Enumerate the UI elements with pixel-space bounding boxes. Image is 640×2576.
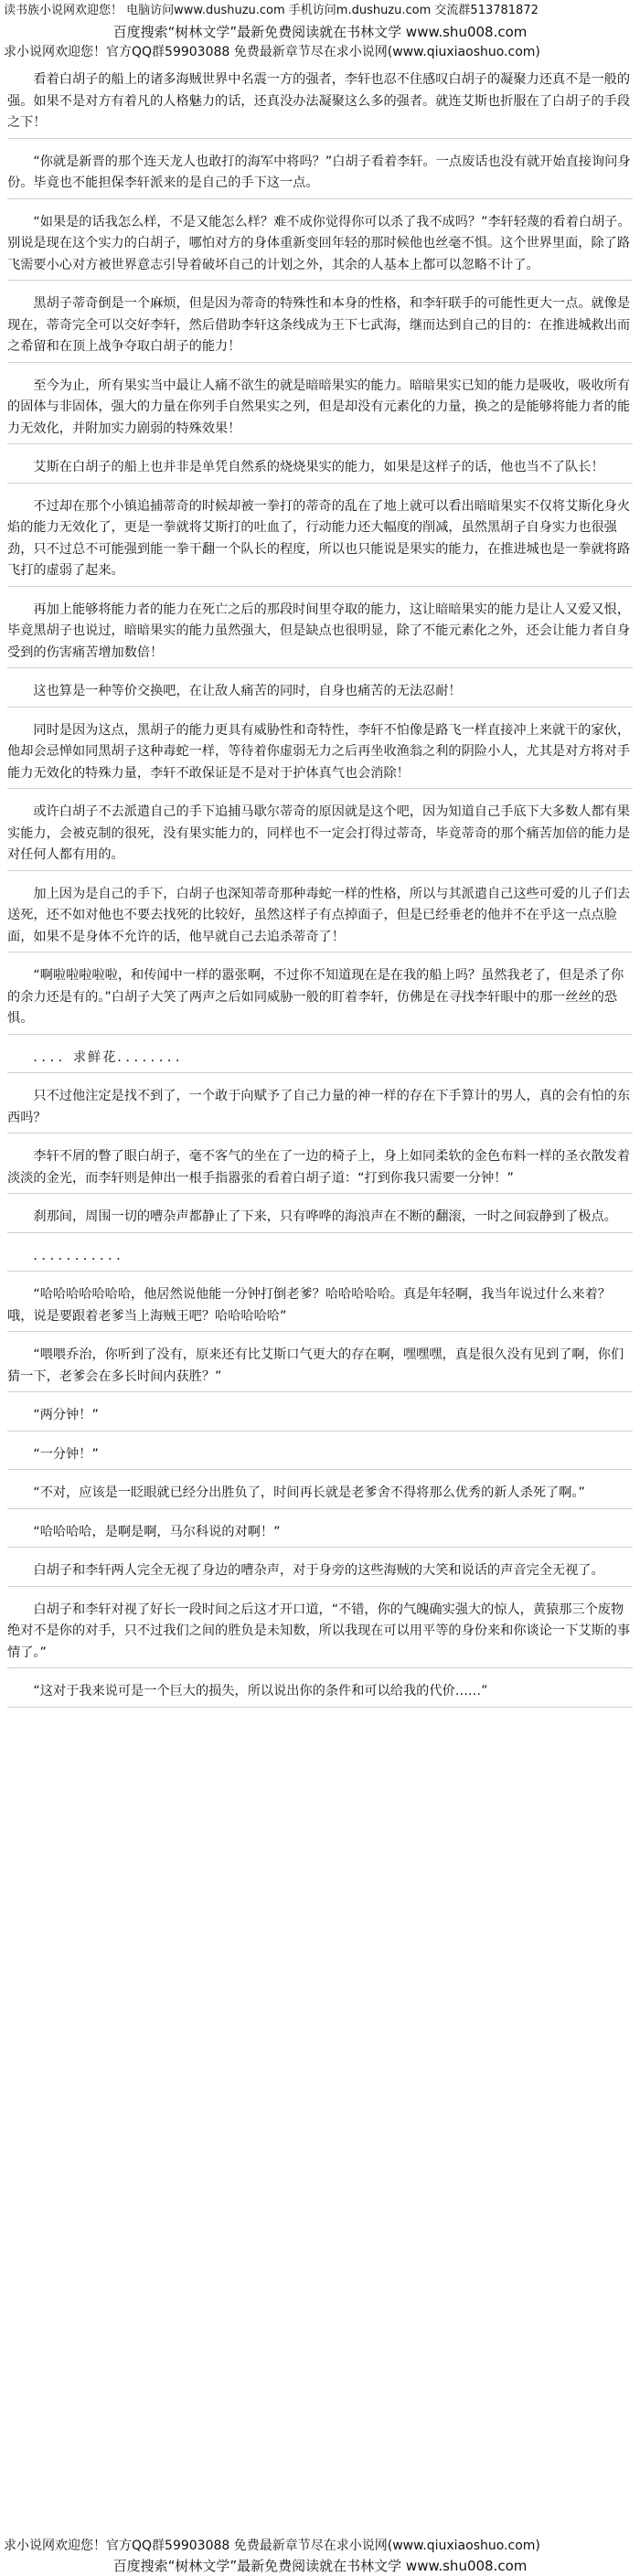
- site-intro-line: 求小说网欢迎您！官方QQ群59903088 免费最新章节尽在求小说网(www.qiuxiaoshuo.com): [4, 45, 540, 59]
- paragraph-25: “这对于我来说可是一个巨大的损失，所以说出你的条件和可以给我的代价……”: [7, 1676, 633, 1708]
- paragraph-15: 李轩不屑的瞥了眼白胡子，毫不客气的坐在了一边的椅子上，身上如同柔软的金色布料一样的圣衣散发着淡淡的金光，而李轩则是伸出一根手指嚣张的看着白胡子道：“打到你我只需要一分钟！”: [7, 1141, 633, 1194]
- paragraph-12: 加上因为是自己的手下，白胡子也深知蒂奇那种毒蛇一样的性格，所以与其派遣自己这些可爱的儿子们去送死，还不如对他也不要去找死的比较好，虽然这样子有点掉面子，但是已经垂老的他并不在乎这一点点脸面，如果不是身体不允许的话，他早就自己去追杀蒂奇了！: [7, 878, 633, 953]
- paragraph-9: 这也算是一种等价交换吧，在让敌人痛苦的同时，自身也痛苦的无法忍耐！: [7, 676, 633, 708]
- paragraph-11: 或许白胡子不去派遣自己的手下追捕马歇尔蒂奇的原因就是这个吧，因为知道自己手底下大多数人都有果实能力，会被克制的很死，没有果实能力的，同样也不一定会打得过蒂奇，毕竟蒂奇的那个痛苦加倍的能力是对任何人都有用的。: [7, 796, 633, 871]
- paragraph-17: “哈哈哈哈哈哈哈，他居然说他能一分钟打倒老爹？哈哈哈哈哈。真是年轻啊，我当年说过什么来着？哦，说是要跟着老爹当上海贼王吧？哈哈哈哈哈”: [7, 1279, 633, 1332]
- page-footer: [0, 2536, 640, 2576]
- paragraph-1: 看着白胡子的船上的诸多海贼世界中名震一方的强者，李轩也忍不住感叹白胡子的凝聚力还真不是一般的强。如果不是对方有着凡的人格魅力的话，还真没办法凝聚这么多的强者。就连艾斯也折服在了白胡子的手段之下！: [7, 64, 633, 139]
- paragraph-13: “啊啦啦啦啦啦，和传闻中一样的嚣张啊，不过你不知道现在是在我的船上吗？虽然我老了，但是杀了你的余力还是有的。”白胡子大笑了两声之后如同威胁一般的盯着李轩，仿佛是在寻找李轩眼中的那一丝丝的恐惧。: [7, 960, 633, 1035]
- paragraph-10: 同时是因为这点，黑胡子的能力更具有威胁性和奇特性，李轩不怕像是路飞一样直接冲上来就干的家伙，他却会忌惮如同黑胡子这种毒蛇一样，等待着你虚弱无力之后再坐收渔翁之利的阴险小人，尤其是对方将对手能力无效化的特殊力量，李轩不敢保证是不是对于护体真气也会消除！: [7, 715, 633, 790]
- paragraph-6: 艾斯在白胡子的船上也并非是单凭自然系的烧烧果实的能力，如果是这样子的话，他也当不了队长！: [7, 452, 633, 484]
- paragraph-8: 再加上能够将能力者的能力在死亡之后的那段时间里夺取的能力，这让暗暗果实的能力是让人又爱又恨，毕竟黑胡子也说过，暗暗果实的能力虽然强大，但是缺点也很明显，除了不能元素化之外，还会让能力者自身受到的伤害痛苦增加数倍！: [7, 594, 633, 669]
- paragraph-18: “喂喂乔治，你听到了没有，原来还有比艾斯口气更大的存在啊，嘿嘿嘿，真是很久没有见到了啊，你们猜一下，老爹会在多长时间内获胜？”: [7, 1339, 633, 1392]
- paragraph-23: 白胡子和李轩两人完全无视了身边的嘈杂声，对于身旁的这些海贼的大笑和说话的声音完全无视了。: [7, 1555, 633, 1587]
- paragraph-7: 不过却在那个小镇追捕蒂奇的时候却被一拳打的蒂奇的乱在了地上就可以看出暗暗果实不仅将艾斯化身火焰的能力无效化了，更是一拳就将艾斯打的吐血了，行动能力还大幅度的削减，虽然黑胡子自身实力也很强劲，只不过总不可能强到能一拳干翻一个队长的程度，所以也只能说是果实的能力，在推进城也是一拳就将路飞打的虚弱了起来。: [7, 491, 633, 587]
- paragraph-21: “不对，应该是一眨眼就已经分出胜负了，时间再长就是老爹舍不得将那么优秀的新人杀死了啊。”: [7, 1477, 633, 1509]
- paragraph-2: “你就是新晋的那个连天龙人也敢打的海军中将吗？”白胡子看着李轩。一点废话也没有就开始直接询问身份。毕竟也不能担保李轩派来的是自己的手下这一点。: [7, 146, 633, 199]
- footer-search-promo: 百度搜索“树林文学”最新免费阅读就在书林文学 www.shu008.com: [112, 2558, 528, 2574]
- paragraph-3: “如果是的话我怎么样，不是又能怎么样？难不成你觉得你可以杀了我不成吗？”李轩轻蔑的看着白胡子。别说是现在这个实力的白胡子，哪怕对方的身体重新变回年轻的那时候他也丝毫不惧。这个世界里面，除了路飞需要小心对方被世界意志引导着破坏自己的计划之外，其余的人基本上都可以忽略不计了。: [7, 207, 633, 282]
- separator-flowers: ．．．．求鲜花．．．．．．．．: [7, 1042, 633, 1074]
- footer-site-line: 求小说网欢迎您！官方QQ群59903088 免费最新章节尽在求小说网(www.qiuxiaoshuo.com): [4, 2539, 540, 2553]
- paragraph-16: 刹那间，周围一切的嘈杂声都静止了下来，只有哗哗的海浪声在不断的翻滚，一时之间寂静到了极点。: [7, 1201, 633, 1233]
- paragraph-24: 白胡子和李轩对视了好长一段时间之后这才开口道，“不错，你的气魄确实强大的惊人，黄猿那三个废物绝对不是你的对手，只不过我们之间的胜负是未知数，所以我现在可以用平等的身份来和你谈论一下艾斯的事情了。”: [7, 1594, 633, 1669]
- site-welcome-line: 读书族小说网欢迎您！ 电脑访问www.dushuzu.com 手机访问m.dushuzu.com 交流群513781872: [4, 4, 539, 17]
- paragraph-5: 至今为止，所有果实当中最让人痛不欲生的就是暗暗果实的能力。暗暗果实已知的能力是吸收，吸收所有的固体与非固体，强大的力量在你列手自然果实之列，但是却没有元素化的力量，换之的是能够将能力者的能力无效化，并附加实力剧弱的特殊效果！: [7, 370, 633, 445]
- paragraph-20: “一分钟！”: [7, 1439, 633, 1471]
- chapter-content: [0, 62, 640, 1708]
- paragraph-19: “两分钟！”: [7, 1400, 633, 1432]
- paragraph-14: 只不过他注定是找不到了，一个敢于向赋予了自己力量的神一样的存在下手算计的男人，真的会有怕的东西吗？: [7, 1080, 633, 1134]
- paragraph-4: 黑胡子蒂奇倒是一个麻烦，但是因为蒂奇的特殊性和本身的性格，和李轩联手的可能性更大一点。就像是现在，蒂奇完全可以交好李轩，然后借助李轩这条线成为王下七武海，继而达到自己的目的：在推进城救出而之希留和在顶上战争夺取白胡子的能力！: [7, 288, 633, 363]
- page-header: [0, 0, 640, 62]
- paragraph-22: “哈哈哈哈，是啊是啊，马尔科说的对啊！”: [7, 1517, 633, 1549]
- search-promo-line: 百度搜索“树林文学”最新免费阅读就在书林文学 www.shu008.com: [112, 24, 528, 40]
- separator-dots: ．．．．．．．．．．．: [7, 1240, 633, 1272]
